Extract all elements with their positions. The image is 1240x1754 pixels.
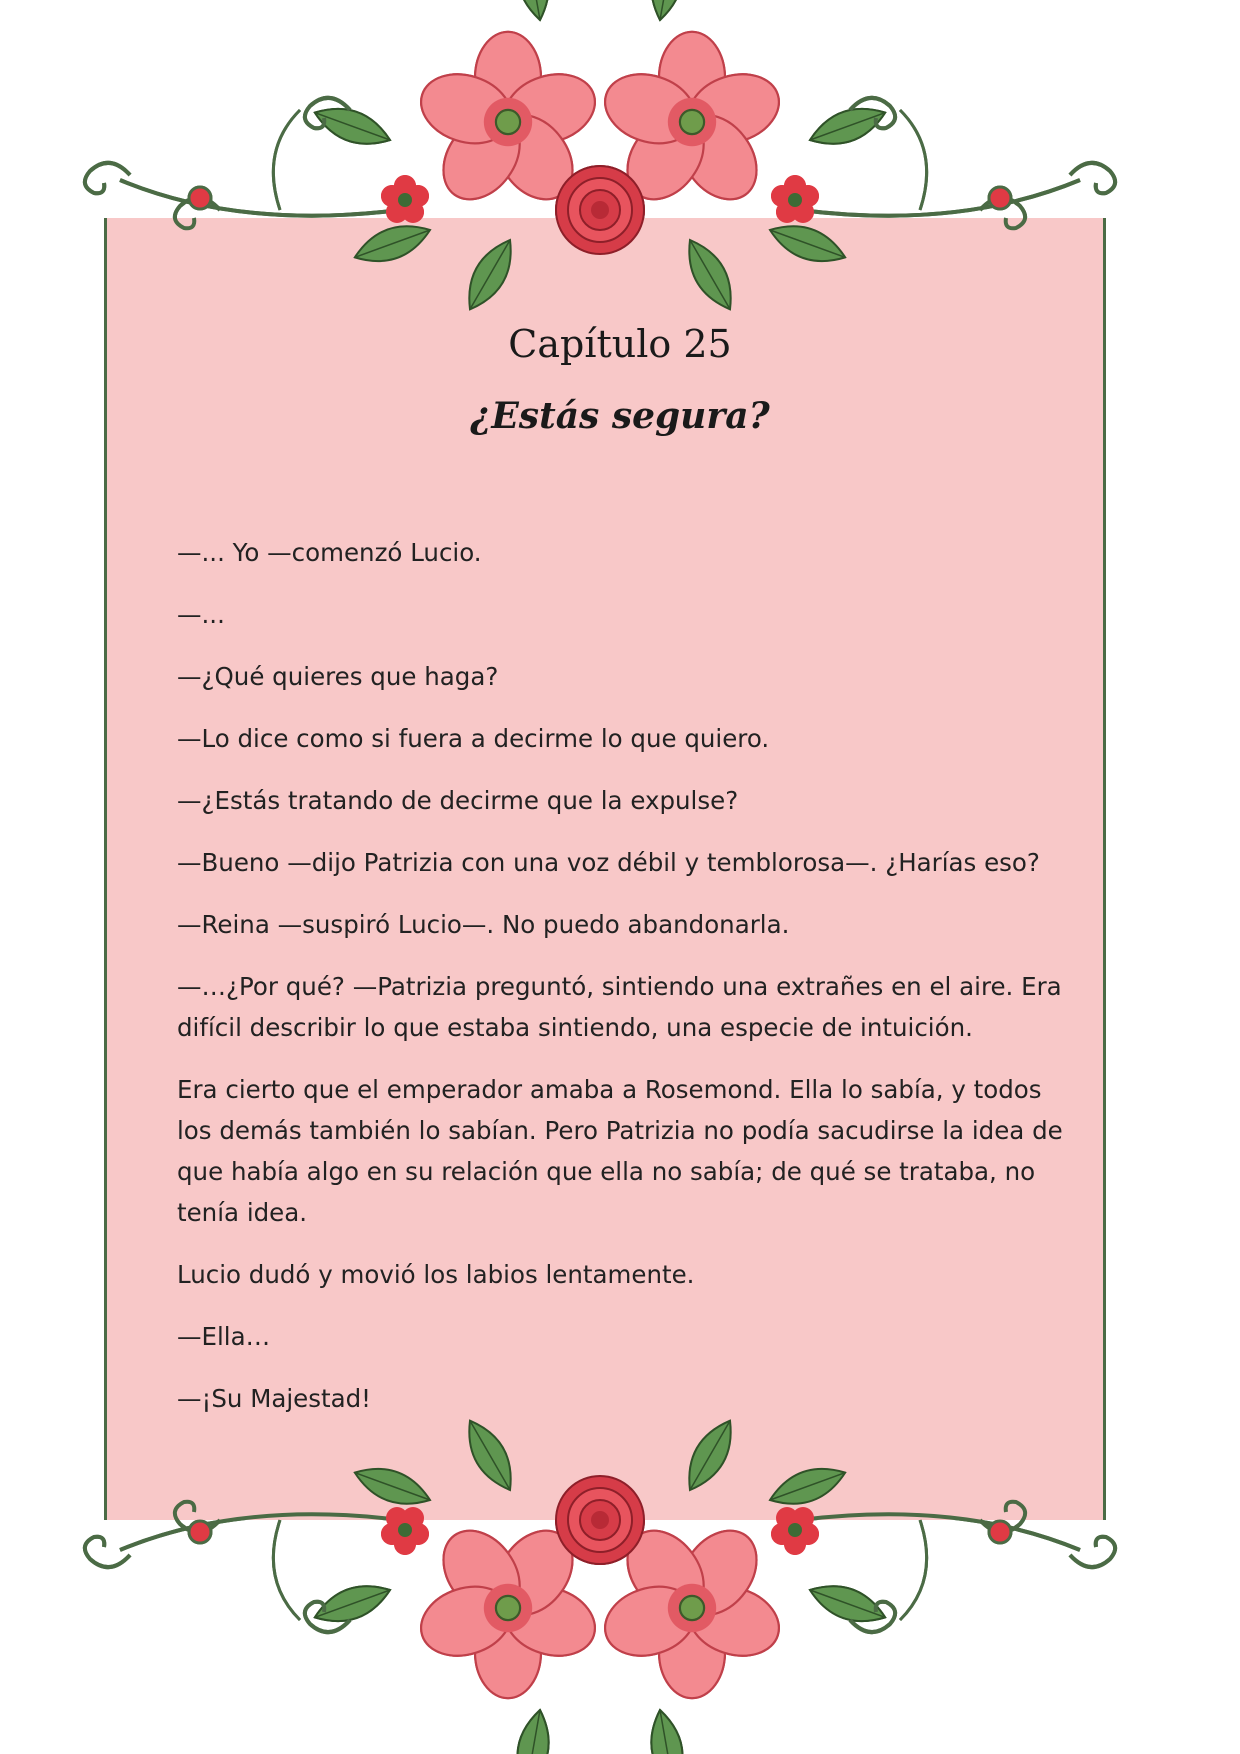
paragraph: Era cierto que el emperador amaba a Rosemond. Ella lo sabía, y todos los demás también lo sabían. Pero Patrizia no podía sacudirse la idea de que había algo en su relación que ella no sabía; de qué se trataba, no tenía idea. [177,1075,1063,1227]
chapter-body [177,532,1077,1440]
paragraph: —¡Su Majestad! [177,1384,371,1413]
chapter-subtitle: ¿Estás segura? [470,395,770,437]
paragraph: —¿Qué quieres que haga? [177,662,499,691]
paragraph: —¿Estás tratando de decirme que la expulse? [177,786,739,815]
paragraph: Lucio dudó y movió los labios lentamente. [177,1260,695,1289]
paragraph: —Bueno —dijo Patrizia con una voz débil y temblorosa—. ¿Harías eso? [177,848,1040,877]
paragraph: —Lo dice como si fuera a decirme lo que quiero. [177,724,770,753]
paragraph: —…¿Por qué? —Patrizia preguntó, sintiendo una extrañes en el aire. Era difícil describir lo que estaba sintiendo, una especie de intuición. [177,972,1062,1042]
chapter-title: Capítulo 25 [508,322,732,366]
paragraph: —Ella… [177,1322,271,1351]
paragraph: —Reina —suspiró Lucio—. No puedo abandonarla. [177,910,790,939]
paragraph: —... [177,600,225,629]
paragraph: —... Yo —comenzó Lucio. [177,538,482,567]
